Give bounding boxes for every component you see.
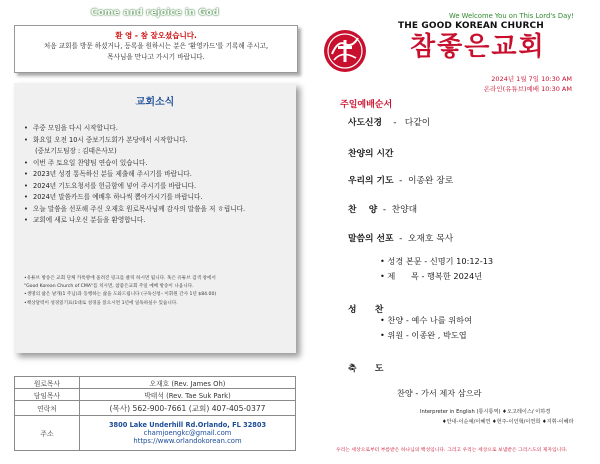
church-logo	[322, 28, 368, 74]
church-address: 3800 Lake Underhill Rd.Orlando, FL 32803	[108, 421, 267, 429]
left-tagline: Come and rejoice in God	[90, 8, 220, 18]
contact-label: 원로목사	[15, 377, 80, 389]
order-choir: 찬 양 - 찬양대	[348, 205, 418, 215]
order-prayer: 우리의 기도 - 이종완 장로	[348, 176, 454, 186]
interpreter-info: Interpreter in English (통시통역) ♦오고레이스/ 이하경	[420, 409, 551, 415]
church-name-english: THE GOOD KOREAN CHURCH	[398, 21, 544, 31]
order-closing-song: 찬양 - 가서 제자 삼으라	[397, 388, 482, 398]
contact-label: 주소	[15, 416, 80, 451]
contact-address-cell	[80, 416, 296, 451]
order-communion-label: 성 찬	[348, 305, 384, 315]
news-note: •책상달력이 성경읽기표(1대로 성경을 읽으시면 1년에 일독하실수 있습니다.	[24, 300, 178, 306]
contact-label: 연락처	[15, 401, 80, 416]
news-item: • 화요일 오전 10시 중보기도회가 본당에서 시작합니다.	[24, 135, 188, 144]
order-sermon: 말씀의 선포 - 오재호 목사	[348, 234, 454, 244]
contact-row-pastor	[15, 389, 296, 401]
news-item: (중보기도팀장 : 김태은사모)	[33, 147, 117, 155]
news-item: • 오늘 말씀을 선포해 주신 오재호 원로목사님께 감사의 말씀을 저 ㅎ립니다.	[24, 204, 246, 213]
order-praise-time: 찬양의 시간	[348, 149, 394, 159]
contact-row-phone	[15, 401, 296, 416]
order-scripture: • 성경 본문 - 신명기 10:12-13	[380, 256, 494, 266]
welcome-body	[23, 41, 289, 63]
order-communion-servers: • 위원 - 이종완 , 박도엽	[380, 330, 467, 340]
news-item: • 2024년 기도요청서를 헌금함에 넣어 주시기를 바랍니다.	[24, 181, 197, 190]
church-website-link[interactable]: https://www.orlandokorean.com	[133, 437, 242, 445]
church-news-list	[24, 123, 290, 227]
welcome-line: 목사님을 만나고 가시기 바랍니다.	[107, 53, 205, 61]
news-notes	[24, 275, 290, 308]
news-item: • 2024년 말씀카드를 예배후 하나씩 뽑아가시기를 바랍니다.	[24, 193, 203, 201]
news-item: • 교회에 새로 나오신 분들을 환영합니다.	[24, 216, 146, 224]
order-sermon-title: • 제 목 - 행복한 2024년	[380, 271, 483, 281]
news-note: •유튜브 방송은 교회 단체 카톡방에 올려진 링크를 클릭 하시면 됩니다. 혹은 유튜브 검색 창에서	[24, 276, 216, 281]
church-name-korean: 참좋은교회	[410, 32, 546, 62]
service-date: 2024년 1월 7일 10:30 AM	[491, 75, 572, 83]
order-communion-song: • 찬양 - 예수 나를 위하여	[380, 315, 472, 325]
news-note: •생명의 삶은 낱개(1 주님)과 동행하는 삶을 도와드립니다 (구독신청– 이휘원 간사 1년 $84.00)	[24, 292, 217, 298]
ushers-info: ♦안내-이순예/이혜연 ♦헌주-이인혁/이연희 ♦지휘-이혜라	[442, 419, 574, 425]
welcome-box	[14, 25, 298, 73]
contact-table	[14, 376, 296, 451]
contact-value: 오재호 (Rev. James Oh)	[80, 377, 296, 389]
right-tagline: We Welcome You on This Lord's Day!	[449, 12, 574, 20]
contact-label: 담임목사	[15, 389, 80, 401]
church-news-title: 교회소식	[135, 97, 175, 108]
footer-motto: 우리는 세상으로부터 부름받은 하나님의 백성입니다. 그리고 우리는 세상으로 보냄받은 그리스도의 제자입니다.	[336, 448, 568, 453]
news-note: "Good Korean Church of CMA"를 치시면, 참좋은교회 주일 예배 방송이 나옵니다.	[24, 284, 194, 290]
news-item: • 이번 주 토요일 찬양팀 연습이 있습니다.	[24, 158, 148, 167]
online-service-time: 온라인(유튜브)예배 10:30 AM	[483, 85, 572, 93]
news-item: • 주중 모임을 다시 시작합니다.	[24, 124, 118, 132]
order-creed: 사도신경 - 다같이	[348, 118, 431, 128]
contact-row-address	[15, 416, 296, 451]
contact-phone: (목사) 562-900-7661 (교회) 407-405-0377	[80, 401, 296, 416]
welcome-title: 환 영 - 참 잘오셨습니다.	[115, 31, 197, 40]
welcome-line: 처음 교회를 방문 하셨거나, 등록을 원하시는 분은 '환영카드'를 기록해 주시고,	[43, 42, 269, 50]
contact-row-senior-pastor	[15, 377, 296, 389]
order-benediction: 축 도	[348, 364, 384, 374]
news-item: • 2023년 성경 통독하신 분들 제출해 주시기를 바랍니다.	[24, 170, 192, 178]
church-email-link[interactable]: chamjoengkc@gmail.com	[143, 429, 232, 437]
contact-value: 박태석 (Rev. Tae Suk Park)	[80, 389, 296, 401]
order-of-worship-title: 주일예배순서	[340, 100, 393, 110]
church-news-box	[14, 83, 296, 353]
